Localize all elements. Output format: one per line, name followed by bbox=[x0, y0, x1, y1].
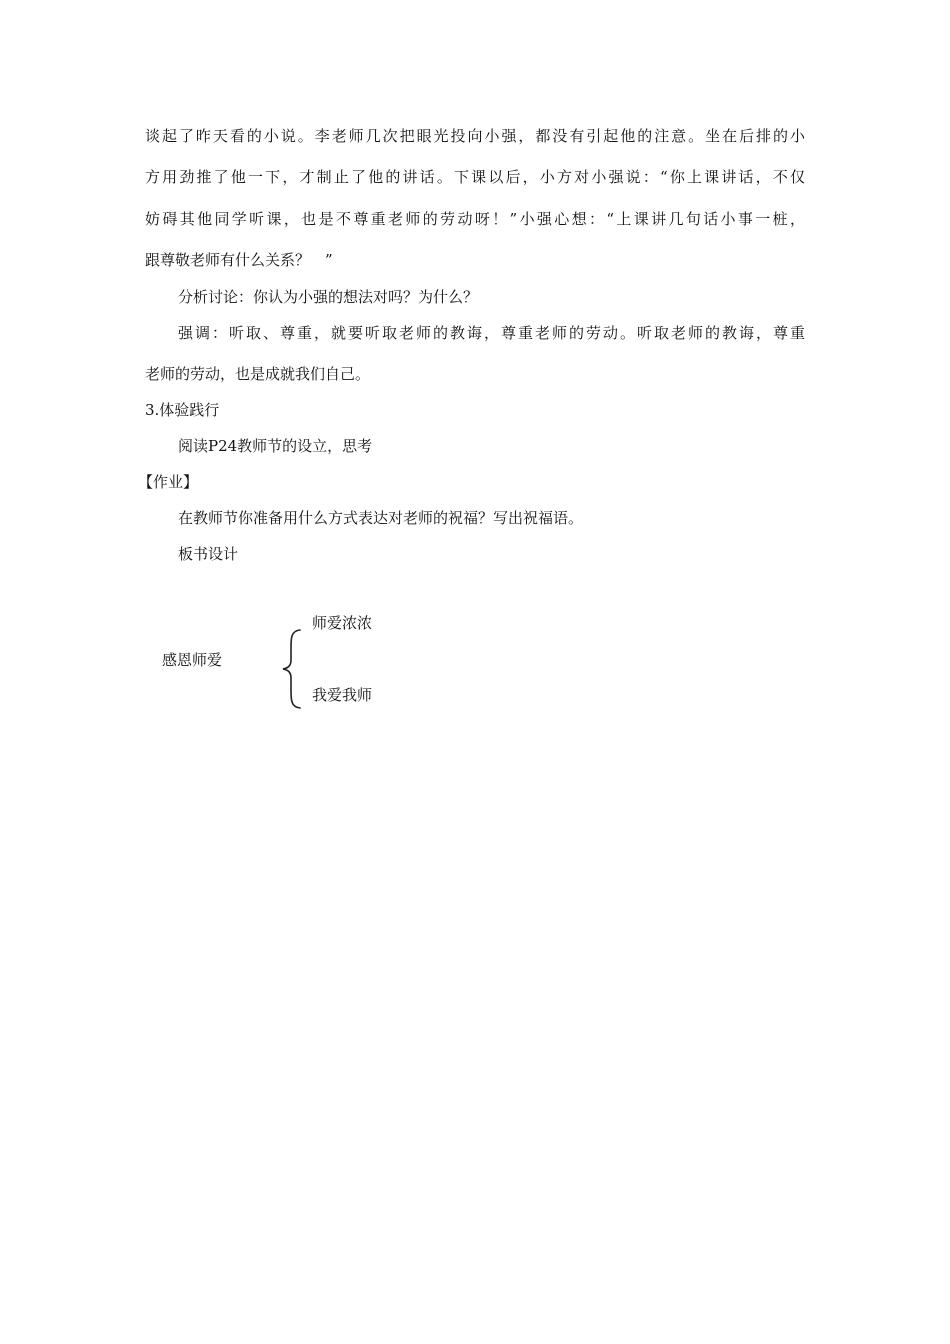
emphasis-line-2: 老师的劳动，也是成就我们自己。 bbox=[145, 365, 371, 383]
discussion-line: 分析讨论：你认为小强的想法对吗？为什么？ bbox=[178, 288, 479, 306]
homework-title: 【作业】 bbox=[138, 473, 199, 491]
curly-brace-icon bbox=[280, 628, 304, 710]
board-branch-1: 师爱浓浓 bbox=[312, 614, 373, 632]
board-branch-2: 我爱我师 bbox=[312, 686, 373, 704]
paragraph-line-3: 妨碍其他同学听课，也是不尊重老师的劳动呀！”小强心想：“上课讲几句话小事一桩， bbox=[145, 210, 805, 228]
board-design-title: 板书设计 bbox=[178, 545, 239, 563]
board-root: 感恩师爱 bbox=[162, 651, 223, 669]
emphasis-line-1: 强调：听取、尊重，就要听取老师的教诲，尊重老师的劳动。听取老师的教诲，尊重 bbox=[178, 324, 805, 342]
paragraph-line-2: 方用劲推了他一下，才制止了他的讲话。下课以后，小方对小强说：“你上课讲话，不仅 bbox=[145, 168, 805, 186]
paragraph-line-4: 跟尊敬老师有什么关系？ ” bbox=[145, 251, 333, 269]
section-3-title: 3.体验践行 bbox=[145, 401, 220, 419]
paragraph-line-1: 谈起了昨天看的小说。李老师几次把眼光投向小强，都没有引起他的注意。坐在后排的小 bbox=[145, 127, 805, 145]
homework-text: 在教师节你准备用什么方式表达对老师的祝福？写出祝福语。 bbox=[178, 509, 584, 527]
section-3-text: 阅读P24教师节的设立，思考 bbox=[178, 437, 373, 455]
